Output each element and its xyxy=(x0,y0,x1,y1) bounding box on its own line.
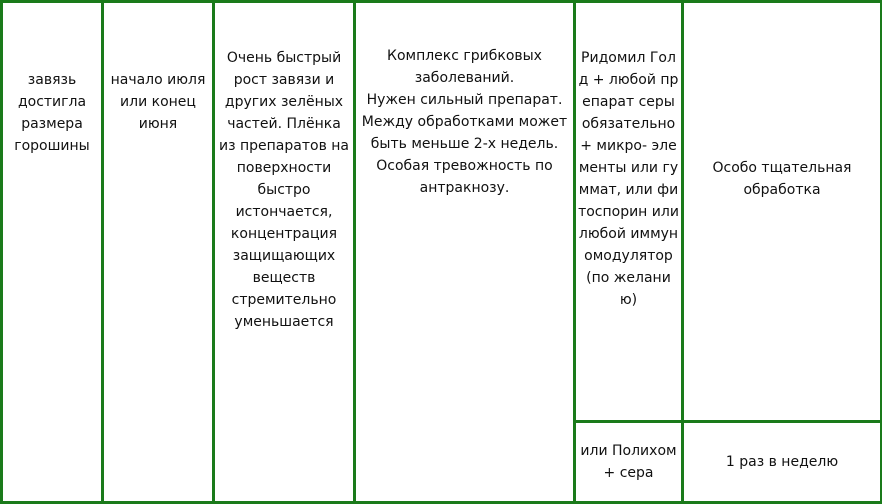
table-row xyxy=(2,2,882,422)
growth-notes-text: Очень быстрый рост завязи и других зелёных частей. Плёнка из препаратов на поверхности быстро истончается, концентрация защищающих веществ стремительно уменьшается xyxy=(219,50,349,330)
disease-note-line: Между обработками может быть меньше 2-х недель. xyxy=(361,114,568,152)
disease-note-line: Комплекс грибковых заболеваний. xyxy=(387,48,542,86)
stage-text: завязь достигла размера горошины xyxy=(14,72,90,154)
frequency-alternative-text: 1 раз в неделю xyxy=(725,454,839,470)
frequency-primary-text: Особо тщательная обработка xyxy=(712,160,852,198)
disease-note-line: Нужен сильный препарат. xyxy=(366,92,563,108)
frequency-alternative-cell xyxy=(683,422,882,503)
growth-notes-cell xyxy=(214,2,355,503)
treatment-alternative-text: или Полихом + сера xyxy=(580,443,677,481)
stage-cell xyxy=(2,2,103,503)
disease-notes-cell xyxy=(355,2,575,503)
treatment-primary-text: Ридомил Голд + любой препарат серы обязательно+ микро- элементы или гуммат, или фитоспорин или любой иммуномодулятор (по желанию) xyxy=(578,50,679,308)
frequency-primary-cell xyxy=(683,2,882,422)
disease-note-line: Особая тревожность по антракнозу. xyxy=(376,158,553,196)
treatment-alternative-cell xyxy=(575,422,683,503)
timing-text: начало июля или конец июня xyxy=(110,72,206,132)
timing-cell xyxy=(103,2,214,503)
treatment-primary-cell xyxy=(575,2,683,422)
